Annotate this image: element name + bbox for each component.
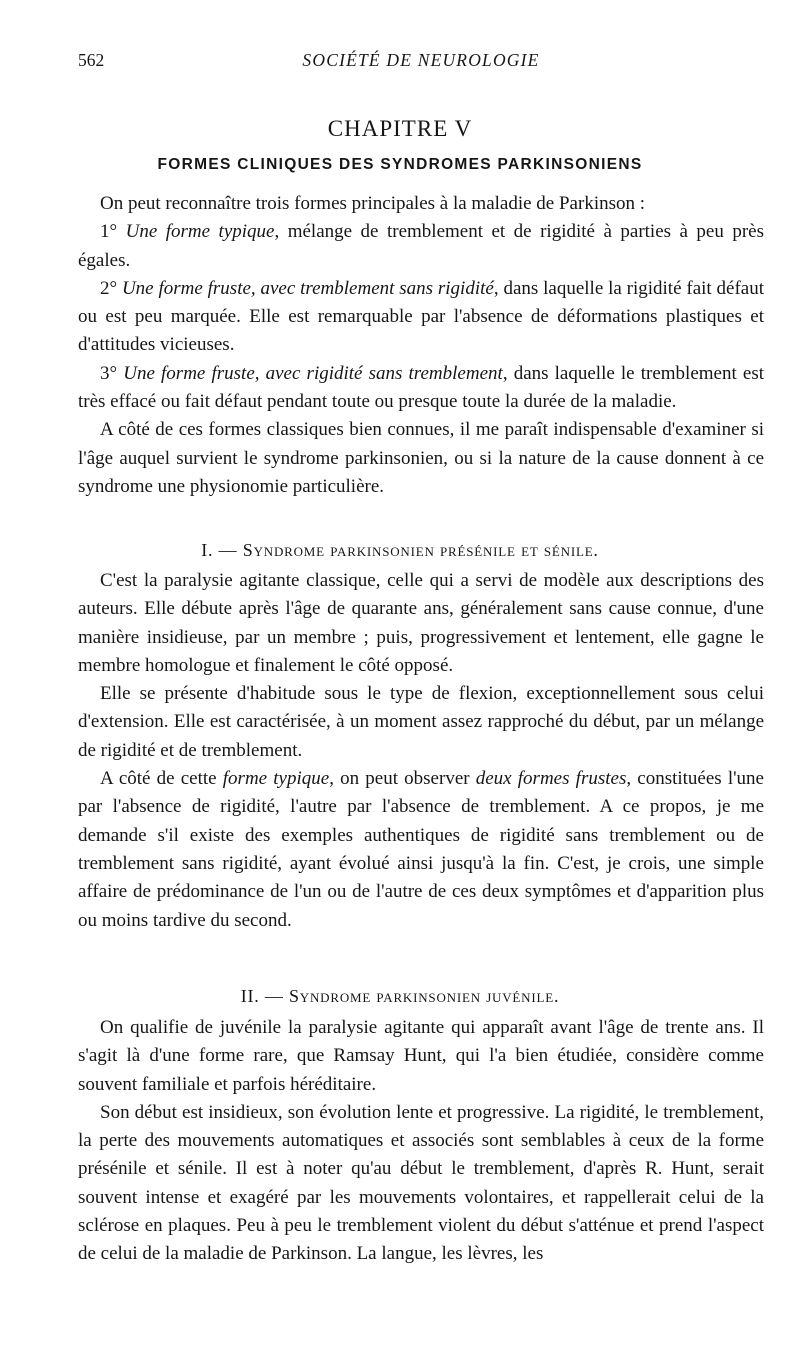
paragraph bbox=[78, 218, 764, 275]
section-1-body bbox=[78, 567, 764, 935]
chapter-subtitle: FORMES CLINIQUES DES SYNDROMES PARKINSONIENS bbox=[157, 156, 643, 173]
paragraph bbox=[78, 360, 764, 417]
paragraph-text: Son début est insidieux, son évolution lente et progressive. La rigidité, le tremblement, la perte des mouvements automatiques et associés sont semblables à ceux de la forme présénile et sénile. Il est à noter qu'au début le tremblement, d'après R. Hunt, serait souvent intense et exagéré par les mouvements volontaires, et rappellerait celui de la sclérose en plaques. Peu à peu le tremblement violent du début s'atténue et prend l'aspect de celui de la maladie de Parkinson. La langue, les lèvres, les bbox=[78, 1101, 764, 1265]
paragraph bbox=[78, 1014, 764, 1099]
paragraph-text: , dans laquelle le tremblement est très effacé ou fait défaut pendant toute ou presque toute la durée de la maladie. bbox=[78, 362, 764, 413]
chapter-title: CHAPITRE V bbox=[327, 116, 473, 141]
page-number: 562 bbox=[78, 50, 105, 70]
section-2-body bbox=[78, 1014, 764, 1269]
italic-term: deux formes frustes bbox=[475, 768, 627, 790]
section-heading-text: Syndrome parkinsonien présénile et sénile. bbox=[242, 540, 599, 560]
list-number: 2° bbox=[100, 277, 122, 299]
italic-term: Une forme fruste, avec tremblement sans rigidité bbox=[121, 277, 494, 299]
paragraph bbox=[78, 416, 764, 501]
section-heading-2 bbox=[0, 986, 800, 1007]
paragraph bbox=[78, 567, 764, 680]
paragraph-text: Elle se présente d'habitude sous le type de flexion, exceptionnellement sous celui d'extension. Elle est caractérisée, à un moment assez rapproché du début, par un mélange de rigidité et de tremblement. bbox=[78, 683, 764, 761]
running-title: SOCIÉTÉ DE NEUROLOGIE bbox=[302, 50, 540, 70]
paragraph bbox=[78, 1099, 764, 1269]
paragraph-text: On peut reconnaître trois formes principales à la maladie de Parkinson : bbox=[100, 193, 646, 214]
paragraph bbox=[78, 190, 764, 218]
paragraph-text: , on peut observer bbox=[329, 768, 476, 790]
section-heading-1 bbox=[0, 540, 800, 561]
paragraph bbox=[78, 765, 764, 935]
paragraph bbox=[78, 680, 764, 765]
section-numeral: II. — bbox=[240, 986, 289, 1006]
paragraph-text: , constituées l'une par l'absence de rigidité, l'autre par l'absence de tremblement. A ce propos, je me demande s'il existe des exemples authentiques de rigidité sans tremblement ou de tremblement sans rigidité, ayant évolué ainsi jusqu'à la fin. C'est, je crois, une simple affaire de prédominance de l'un ou de l'autre de ces deux symptômes et d'apparition plus ou moins tardive du second. bbox=[78, 768, 764, 931]
paragraph-text: , dans laquelle la rigidité fait défaut ou est peu marquée. Elle est remarquable par l'absence de déformations plastiques et d'attitudes vicieuses. bbox=[78, 277, 765, 356]
paragraph-text: A côté de cette bbox=[100, 768, 223, 790]
paragraph-text: A côté de ces formes classiques bien connues, il me paraît indispensable d'examiner si l'âge auquel survient le syndrome parkinsonien, ou si la nature de la cause donnent à ce syndrome une physionomie particulière. bbox=[78, 419, 764, 497]
intro-block bbox=[78, 190, 764, 501]
list-number: 3° bbox=[100, 362, 124, 384]
running-head bbox=[78, 50, 764, 72]
section-numeral: I. — bbox=[201, 540, 243, 560]
paragraph-text: , mélange de tremblement et de rigidité à parties à peu près égales. bbox=[78, 221, 765, 271]
paragraph-text: C'est la paralysie agitante classique, celle qui a servi de modèle aux descriptions des auteurs. Elle débute après l'âge de quarante ans, généralement sans cause connue, d'une manière insidieuse, par un membre ; puis, progressivement et lentement, elle gagne le membre homologue et finalement le côté opposé. bbox=[78, 570, 764, 676]
section-heading-text: Syndrome parkinsonien juvénile. bbox=[289, 986, 560, 1006]
paragraph-text: On qualifie de juvénile la paralysie agitante qui apparaît avant l'âge de trente ans. Il s'agit là d'une forme rare, que Ramsay Hunt, qui l'a bien étudiée, considère comme souvent familiale et parfois héréditaire. bbox=[78, 1017, 764, 1095]
italic-term: Une forme typique bbox=[125, 221, 275, 243]
list-number: 1° bbox=[100, 221, 126, 243]
italic-term: Une forme fruste, avec rigidité sans tremblement bbox=[123, 362, 503, 384]
italic-term: forme typique bbox=[222, 768, 330, 790]
paragraph bbox=[78, 275, 764, 360]
